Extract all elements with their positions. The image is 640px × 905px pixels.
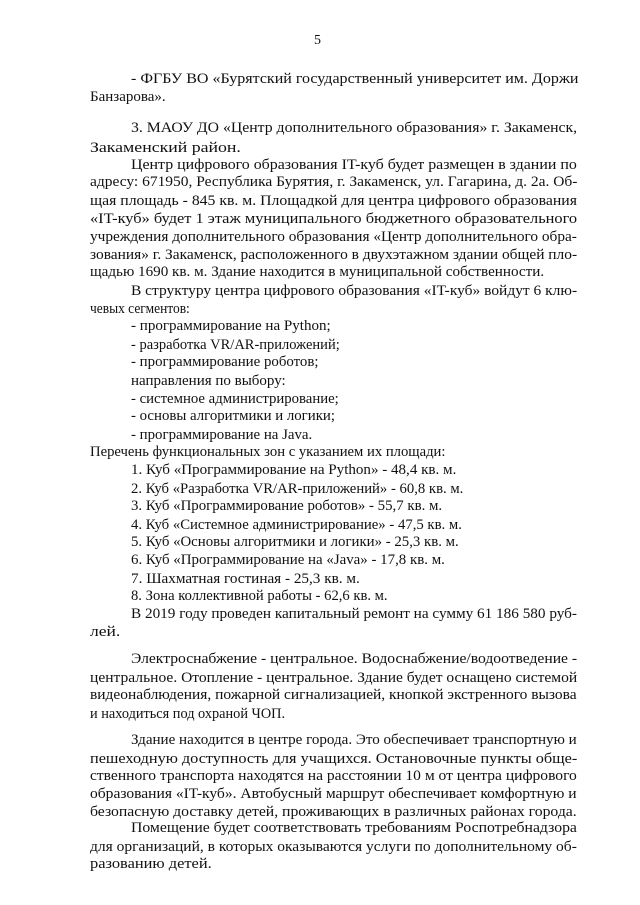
text-line: центральное. Отопление - центральное. Здание будет оснащено системой: [90, 669, 578, 686]
text-line: - разработка VR/AR-приложений;: [131, 336, 340, 353]
text-line: 5. Куб «Основы алгоритмики и логики» - 25,3 кв. м.: [131, 533, 459, 550]
text-line: Центр цифрового образования IT-куб будет размещен в здании по: [131, 156, 577, 173]
text-line: безопасную доставку детей, проживающих в различных районах города.: [90, 803, 577, 820]
text-line: зования» г. Закаменск, расположенного в двухэтажном здании общей пло-: [90, 246, 578, 263]
text-line: учреждения дополнительного образования «Центр дополнительного обра-: [90, 228, 577, 245]
text-line: Помещение будет соответствовать требованиям Роспотребнадзора: [131, 819, 577, 836]
text-line: «IT-куб» будет 1 этаж муниципального бюджетного образовательного: [90, 210, 578, 227]
text-line: Перечень функциональных зон с указанием их площади:: [90, 443, 446, 460]
text-line: образования «IT-куб». Автобусный маршрут обеспечивает комфортную и: [90, 785, 577, 802]
text-line: видеонаблюдения, пожарной сигнализацией, кнопкой экстренного вызова: [90, 686, 577, 703]
page-number: 5: [314, 33, 321, 48]
text-line: Электроснабжение - центральное. Водоснабжение/водоотведение -: [131, 650, 578, 667]
text-line: щадью 1690 кв. м. Здание находится в муниципальной собственности.: [90, 263, 545, 280]
text-line: разованию детей.: [90, 855, 212, 872]
text-line: направления по выбору:: [131, 372, 286, 389]
text-line: В 2019 году проведен капитальный ремонт на сумму 61 186 580 руб-: [131, 605, 577, 622]
text-line: ственного транспорта находятся на расстоянии 10 м от центра цифрового: [90, 767, 577, 784]
text-line: - основы алгоритмики и логики;: [131, 407, 335, 424]
text-line: 3. Куб «Программирование роботов» - 55,7 кв. м.: [131, 497, 443, 514]
text-line: 3. МАОУ ДО «Центр дополнительного образования» г. Закаменск,: [131, 119, 578, 136]
text-line: 6. Куб «Программирование на «Java» - 17,8 кв. м.: [131, 551, 445, 568]
text-line: адресу: 671950, Республика Бурятия, г. Закаменск, ул. Гагарина, д. 2а. Об-: [90, 173, 578, 190]
text-line: 8. Зона коллективной работы - 62,6 кв. м.: [131, 587, 388, 604]
text-line: - программирование роботов;: [131, 353, 319, 370]
text-line: В структуру центра цифрового образования «IT-куб» войдут 6 клю-: [131, 282, 578, 299]
text-line: и находиться под охраной ЧОП.: [90, 705, 286, 722]
text-line: 2. Куб «Разработка VR/AR-приложений» - 60,8 кв. м.: [131, 480, 464, 497]
text-line: пешеходную доступность для учащихся. Остановочные пункты обще-: [90, 750, 578, 767]
text-line: - ФГБУ ВО «Бурятский государственный университет им. Доржи: [131, 70, 579, 87]
text-line: - программирование на Java.: [131, 426, 313, 443]
text-line: для организаций, в которых оказываются услуги по дополнительному об-: [90, 838, 577, 855]
text-line: чевых сегментов:: [90, 300, 190, 317]
text-line: - системное администрирование;: [131, 390, 339, 407]
text-line: лей.: [90, 623, 121, 640]
text-line: щая площадь - 845 кв. м. Площадкой для центра цифрового образования: [90, 192, 577, 209]
text-line: Здание находится в центре города. Это обеспечивает транспортную и: [131, 731, 577, 748]
text-line: Закаменский район.: [90, 139, 241, 156]
text-line: Банзарова».: [90, 88, 166, 105]
text-line: 1. Куб «Программирование на Python» - 48,4 кв. м.: [131, 461, 457, 478]
text-line: 7. Шахматная гостиная - 25,3 кв. м.: [131, 570, 360, 587]
text-line: - программирование на Python;: [131, 317, 331, 334]
text-line: 4. Куб «Системное администрирование» - 47,5 кв. м.: [131, 516, 462, 533]
